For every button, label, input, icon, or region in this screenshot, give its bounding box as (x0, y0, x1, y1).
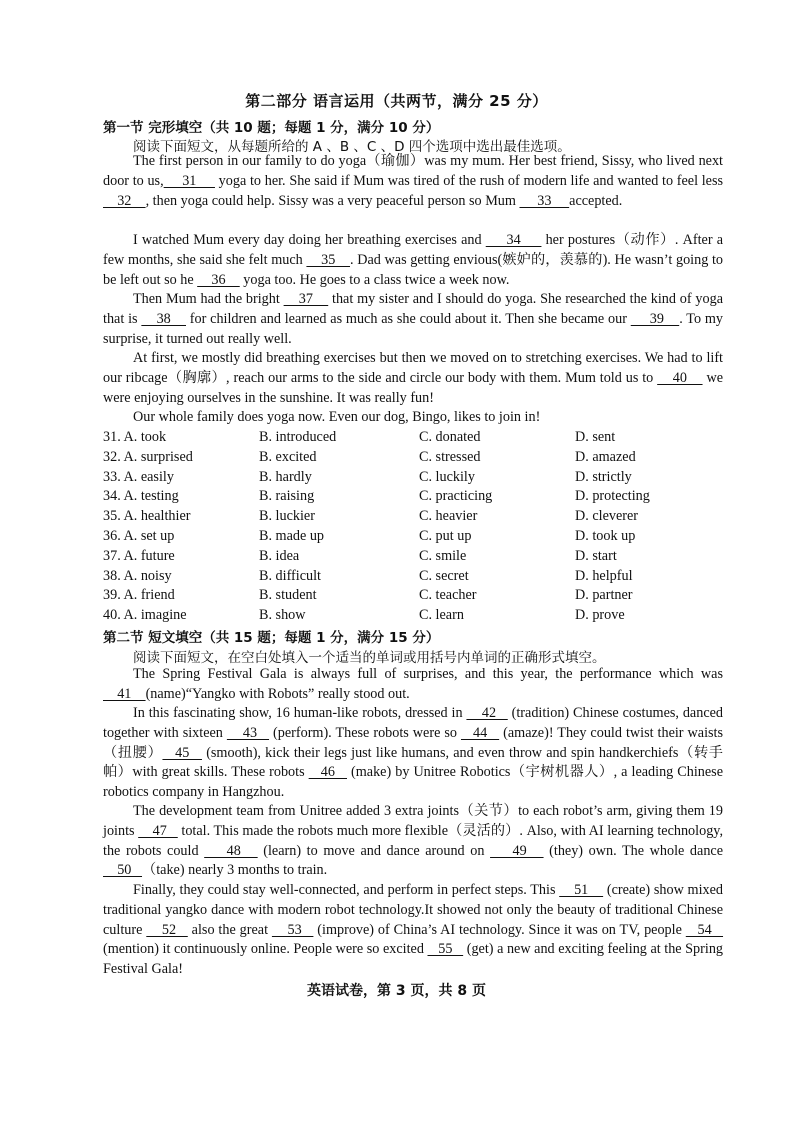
passage-text: (mention) it continuously online. People were so excited (103, 941, 428, 958)
section1-instruction: 阅读下面短文，从每题所给的 A 、B 、C 、D 四个选项中选出最佳选项。 (133, 139, 571, 155)
passage-text: yoga to her. She said if Mum was tired of the rush of modern life and wanted to feel less (214, 172, 724, 189)
option-row (103, 567, 723, 587)
answer-blank: 32 (103, 192, 146, 209)
passage-text: (create) show mixed traditional yangko dance with modern robot technology.It showed not only the beauty of traditional Chinese culture (103, 882, 723, 938)
option-c: C. heavier (419, 508, 478, 525)
passage-text: (improve) of China’s AI technology. Since it was on TV, people (313, 921, 686, 938)
option-b: B. student (259, 587, 317, 604)
option-b: B. made up (259, 527, 325, 544)
option-d: D. sent (575, 429, 616, 445)
passage-text: (they) own. The whole dance (543, 842, 724, 859)
part-title: 第二部分 语言运用（共两节，满分 25 分） (245, 92, 548, 110)
passage-text: accepted. (569, 192, 623, 209)
option-b: B. raising (259, 488, 315, 505)
answer-blank: 36 (197, 271, 240, 288)
option-c: C. donated (419, 429, 481, 445)
passage-text: . To my surprise, it turned out really well. (103, 310, 723, 347)
passage-text: we were enjoying ourselves in the sunshine. It was really fun! (103, 369, 723, 406)
answer-blank: 50 (103, 862, 143, 879)
answer-blank: 37 (283, 291, 329, 307)
option-c: C. stressed (419, 448, 481, 465)
option-a: 31. A. took (103, 429, 167, 445)
cloze-paragraph-4 (103, 349, 723, 408)
option-d: D. protecting (575, 488, 650, 505)
option-row (103, 428, 723, 448)
answer-blank: 42 (466, 705, 508, 721)
option-b: B. hardly (259, 468, 312, 485)
fill-paragraph-1 (103, 665, 723, 705)
passage-text: (amaze)! They could twist their waists（扭腰） (103, 724, 724, 761)
fill-paragraph-2 (103, 704, 723, 803)
option-row (103, 586, 723, 606)
passage-text: (learn) to move and dance around on (257, 842, 491, 859)
answer-blank: 54 (685, 921, 724, 938)
answer-blank: 52 (146, 921, 188, 938)
option-d: D. took up (575, 527, 636, 544)
option-row (103, 507, 723, 527)
answer-blank: 53 (271, 921, 314, 938)
answer-blank: 55 (427, 941, 464, 958)
passage-text: for children and learned as much as she could about it. Then she became our (186, 310, 631, 327)
option-a: 36. A. set up (103, 527, 175, 544)
section1-heading: 第一节 完形填空（共 10 题；每题 1 分，满分 10 分） (103, 120, 440, 136)
passage-text: I watched Mum every day doing her breathing exercises and (133, 232, 486, 248)
option-d: D. partner (575, 587, 633, 604)
option-row (103, 527, 723, 547)
passage-text: . Dad was getting envious(嫉妒的，羡慕的). He wasn’t going to be left out so he (103, 251, 723, 288)
option-row (103, 448, 723, 468)
page-footer: 英语试卷，第 3 页，共 8 页 (307, 983, 486, 999)
option-d: D. strictly (575, 468, 632, 485)
passage-text: also the great (187, 921, 272, 938)
answer-blank: 44 (460, 724, 500, 741)
answer-blank: 38 (141, 310, 186, 327)
option-a: 35. A. healthier (103, 508, 191, 525)
passage-text: The first person in our family to do yoga（瑜伽）was my mum. Her best friend, Sissy, who lived next door to us, (103, 153, 723, 189)
option-d: D. prove (575, 607, 625, 624)
answer-blank: 48 (204, 842, 258, 859)
passage-text: Then Mum had the bright (133, 291, 284, 307)
passage-text: that my sister and I should do yoga. She researched the kind of yoga that is (103, 291, 723, 327)
option-a: 37. A. future (103, 547, 175, 564)
cloze-options (103, 428, 723, 626)
answer-blank: 43 (226, 724, 270, 741)
option-b: B. luckier (259, 508, 315, 525)
option-a: 33. A. easily (103, 468, 174, 485)
passage-text: yoga too. He goes to a class twice a week now. (239, 271, 510, 288)
passage-text: (name)“Yangko with Robots” really stood out. (145, 685, 410, 702)
answer-blank: 51 (559, 882, 604, 898)
option-row (103, 547, 723, 567)
option-a: 40. A. imagine (103, 607, 187, 624)
option-b: B. show (259, 607, 306, 624)
passage-text: At first, we mostly did breathing exercises but then we moved on to stretching exercises. We had to lift our ribcage（胸廓）, reach our arms to the side and circle our body with them. Mum told us to (103, 350, 723, 386)
option-b: B. idea (259, 547, 300, 564)
option-b: B. difficult (259, 567, 322, 584)
option-c: C. teacher (419, 587, 477, 604)
option-b: B. excited (259, 448, 317, 465)
option-b: B. introduced (259, 429, 337, 445)
option-a: 34. A. testing (103, 488, 179, 505)
answer-blank: 31 (163, 172, 215, 189)
section2-heading: 第二节 短文填空（共 15 题；每题 1 分，满分 15 分） (103, 630, 440, 646)
cloze-paragraph-2 (103, 231, 723, 290)
cloze-paragraph-1 (103, 152, 723, 211)
passage-text: (perform). These robots were so (269, 724, 461, 741)
answer-blank: 47 (138, 822, 178, 839)
answer-blank: 41 (103, 685, 146, 702)
cloze-paragraph-5 (103, 408, 723, 428)
option-row (103, 468, 723, 488)
answer-blank: 45 (162, 744, 202, 761)
passage-text: (get) a new and exciting feeling at the Spring Festival Gala! (103, 941, 724, 978)
option-c: C. smile (419, 547, 467, 564)
passage-text: The development team from Unitree added 3 extra joints（关节）to each robot’s arm, giving them 19 joints (103, 803, 723, 839)
option-c: C. put up (419, 527, 472, 544)
option-c: C. luckily (419, 468, 475, 485)
answer-blank: 49 (490, 842, 544, 859)
passage-text: her postures（动作）. After a few months, she said she felt much (103, 232, 723, 268)
option-row (103, 487, 723, 507)
option-c: C. learn (419, 607, 464, 624)
option-d: D. start (575, 547, 617, 564)
passage-text: （take) nearly 3 months to train. (142, 862, 328, 879)
passage-text: The Spring Festival Gala is always full of surprises, and this year, the performance which was (133, 666, 723, 682)
answer-blank: 33 (519, 192, 570, 209)
fill-paragraph-4 (103, 881, 723, 980)
passage-text: (smooth), kick their legs just like humans, and even throw and spin handkerchiefs（转手帕）with great skills. These robots (103, 744, 723, 781)
option-a: 39. A. friend (103, 587, 175, 604)
option-d: D. helpful (575, 567, 633, 584)
passage-text: (tradition) Chinese costumes, danced together with sixteen (103, 705, 724, 741)
option-a: 38. A. noisy (103, 567, 172, 584)
passage-text: total. This made the robots much more flexible（灵活的）. Also, with AI learning technology, the robots could (103, 822, 724, 859)
fill-paragraph-3 (103, 802, 723, 881)
section2-instruction: 阅读下面短文，在空白处填入一个适当的单词或用括号内单词的正确形式填空。 (133, 650, 606, 666)
option-d: D. amazed (575, 448, 636, 465)
answer-blank: 46 (308, 764, 347, 781)
answer-blank: 40 (657, 369, 703, 386)
option-c: C. practicing (419, 488, 493, 505)
option-a: 32. A. surprised (103, 448, 193, 465)
passage-text: Finally, they could stay well-connected, and perform in perfect steps. This (133, 882, 560, 898)
answer-blank: 34 (485, 232, 542, 248)
passage-text: (make) by Unitree Robotics（宇树机器人）, a leading Chinese robotics company in Hangzhou. (103, 764, 723, 801)
passage-text: Our whole family does yoga now. Even our dog, Bingo, likes to join in! (133, 409, 541, 425)
option-row (103, 606, 723, 626)
passage-text: , then yoga could help. Sissy was a very peaceful person so Mum (145, 192, 520, 209)
answer-blank: 35 (306, 251, 351, 268)
option-c: C. secret (419, 567, 469, 584)
answer-blank: 39 (630, 310, 680, 327)
cloze-paragraph-3 (103, 290, 723, 349)
passage-text: In this fascinating show, 16 human-like robots, dressed in (133, 705, 467, 721)
option-d: D. cleverer (575, 508, 639, 525)
